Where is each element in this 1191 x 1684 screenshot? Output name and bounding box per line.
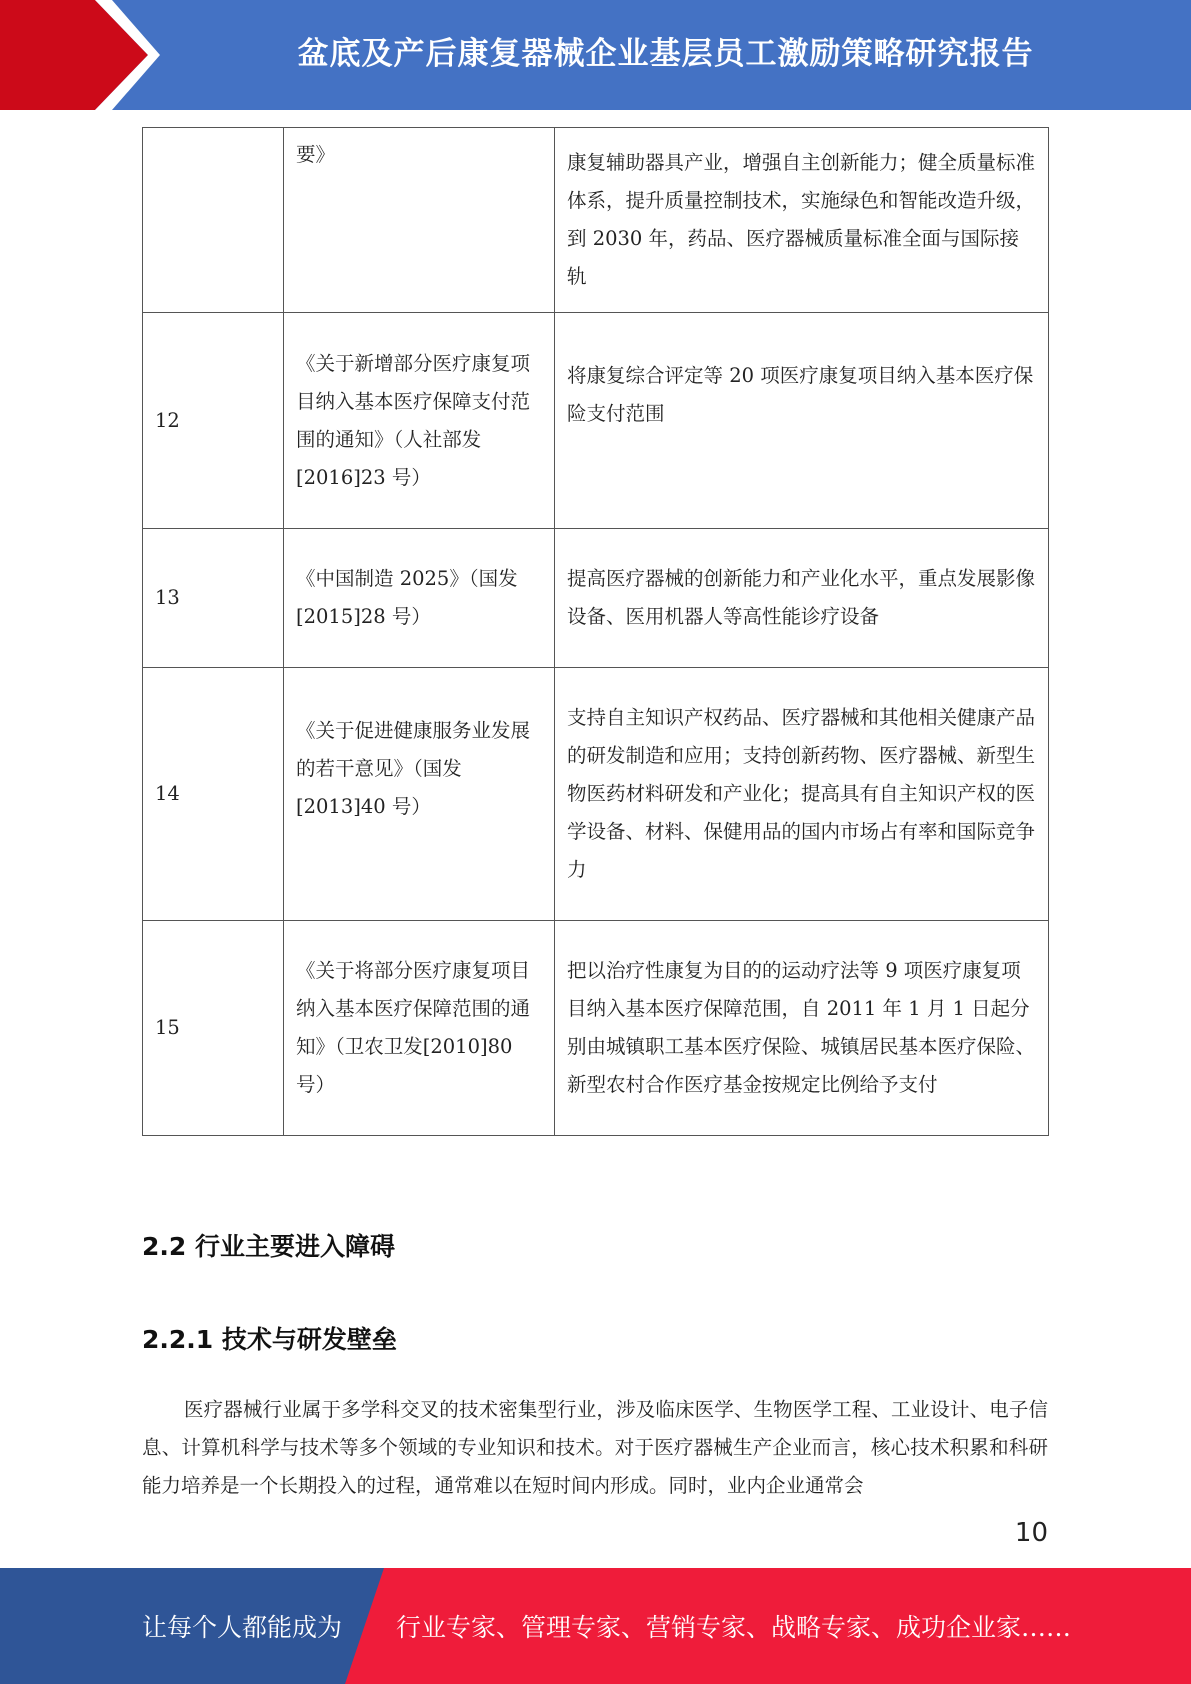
policy-name: 《中国制造 2025》（国发[2015]28 号） [284, 529, 555, 668]
table-row [143, 668, 1049, 921]
policy-description: 将康复综合评定等 20 项医疗康复项目纳入基本医疗保险支付范围 [555, 313, 1049, 529]
footer-slogan-right: 行业专家、管理专家、营销专家、战略专家、成功企业家…… [396, 1613, 1072, 1642]
row-number [143, 128, 284, 313]
row-number: 15 [143, 921, 284, 1136]
body-paragraph: 医疗器械行业属于多学科交叉的技术密集型行业，涉及临床医学、生物医学工程、工业设计、电子信息、计算机科学与技术等多个领域的专业知识和技术。对于医疗器械生产企业而言，核心技术积累和科研能力培养是一个长期投入的过程，通常难以在短时间内形成。同时，业内企业通常会 [142, 1398, 1048, 1497]
policy-name: 《关于新增部分医疗康复项目纳入基本医疗保障支付范围的通知》（人社部发[2016]23 号） [284, 313, 555, 529]
table-row [143, 128, 1049, 313]
policy-description: 把以治疗性康复为目的的运动疗法等 9 项医疗康复项目纳入基本医疗保障范围，自 2011 年 1 月 1 日起分别由城镇职工基本医疗保险、城镇居民基本医疗保险、新型农村合作医疗基金按规定比例给予支付 [555, 921, 1049, 1136]
footer-slogan-left: 让每个人都能成为 [142, 1613, 343, 1642]
row-number: 13 [143, 529, 284, 668]
row-number: 14 [143, 668, 284, 921]
table-row [143, 921, 1049, 1136]
section-heading: 2.2 行业主要进入障碍 [142, 1232, 395, 1261]
page-footer [0, 1568, 1191, 1684]
page-header [0, 0, 1191, 110]
header-chevron-decoration [0, 0, 160, 110]
header-title: 盆底及产后康复器械企业基层员工激励策略研究报告 [297, 35, 1034, 72]
subsection-heading: 2.2.1 技术与研发壁垒 [142, 1325, 397, 1354]
page-number: 10 [1014, 1518, 1048, 1548]
policy-name: 《关于促进健康服务业发展的若干意见》（国发[2013]40 号） [284, 668, 555, 921]
row-number: 12 [143, 313, 284, 529]
policy-name: 要》 [284, 128, 555, 313]
policy-description: 康复辅助器具产业，增强自主创新能力；健全质量标准体系，提升质量控制技术，实施绿色和智能改造升级，到 2030 年，药品、医疗器械质量标准全面与国际接轨 [555, 128, 1049, 313]
table-row [143, 529, 1049, 668]
policy-table [142, 127, 1049, 1136]
policy-description: 提高医疗器械的创新能力和产业化水平，重点发展影像设备、医用机器人等高性能诊疗设备 [555, 529, 1049, 668]
policy-name: 《关于将部分医疗康复项目纳入基本医疗保障范围的通知》（卫农卫发[2010]80 号） [284, 921, 555, 1136]
policy-description: 支持自主知识产权药品、医疗器械和其他相关健康产品的研发制造和应用；支持创新药物、医疗器械、新型生物医药材料研发和产业化；提高具有自主知识产权的医学设备、材料、保健用品的国内市场占有率和国际竞争力 [555, 668, 1049, 921]
table-row [143, 313, 1049, 529]
